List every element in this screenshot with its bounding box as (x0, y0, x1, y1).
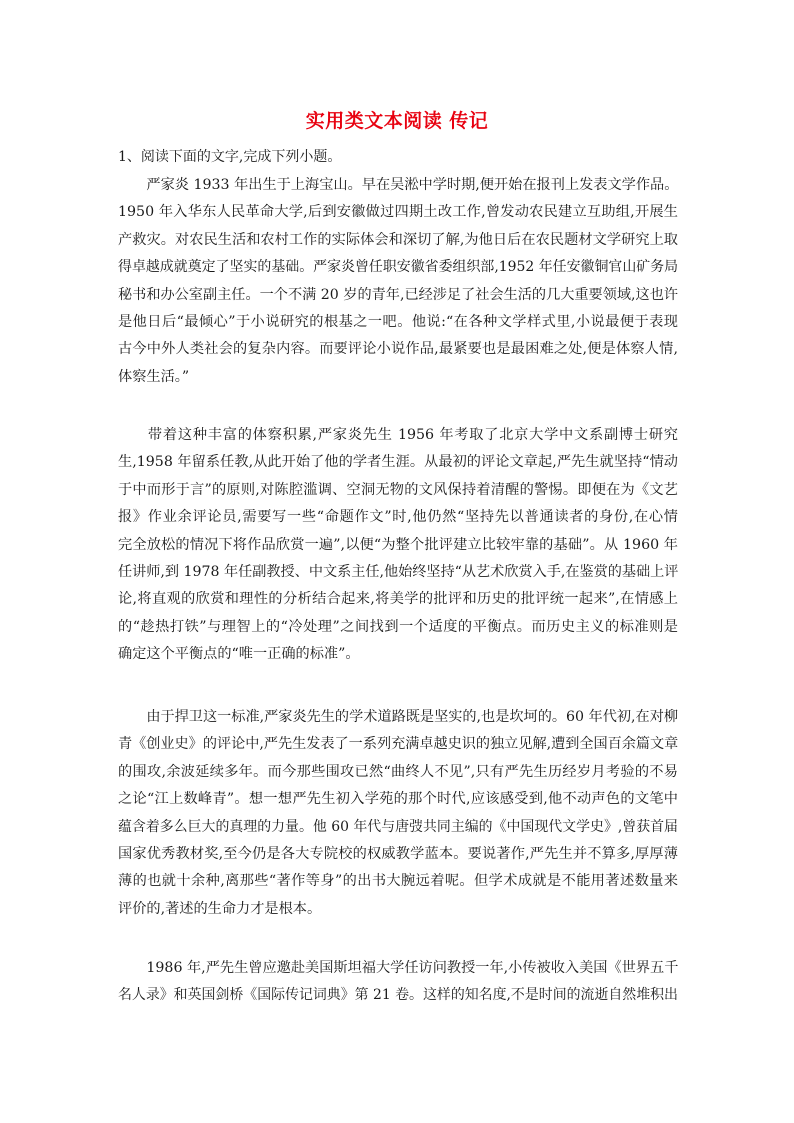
text-line: 青《创业史》的评论中,严先生发表了一系列充满卓越史识的独立见解,遭到全国百余篇文章 (118, 736, 679, 753)
text-line: 的“趁热打铁”与理智上的“冷处理”之间找到一个适度的平衡点。而历史主义的标准则是 (118, 618, 678, 635)
question-instruction: 1、阅读下面的文字,完成下列小题。 (118, 149, 342, 165)
paragraph-4 (118, 955, 678, 1010)
text-line: 确定这个平衡点的“唯一正确的标准”。 (118, 646, 360, 663)
text-line: 的围攻,余波延续多年。而今那些围攻已然“曲终人不见”,只有严先生历经岁月考验的不易 (118, 763, 678, 780)
text-line: 1986 年,严先生曾应邀赴美国斯坦福大学任访问教授一年,小传被收入美国《世界五千 (118, 960, 679, 976)
text-line: 薄的也就十余种,离那些“著作等身”的出书大腕远着呢。但学术成就是不能用著述数量来 (118, 873, 678, 890)
page-title: 实用类文本阅读 传记 (305, 110, 489, 132)
text-line: 带着这种丰富的体察积累,严家炎先生 1956 年考取了北京大学中文系副博士研究 (118, 427, 678, 443)
text-line: 论,将直观的欣赏和理性的分析结合起来,将美学的批评和历史的批评统一起来”,在情感上 (118, 591, 678, 608)
paragraph-2 (118, 422, 678, 669)
text-line: 由于捍卫这一标准,严家炎先生的学术道路既是坚实的,也是坎坷的。60 年代初,在对柳 (118, 709, 679, 725)
text-line: 任讲师,到 1978 年任副教授、中文系主任,他始终坚持“从艺术欣赏入手,在鉴赏的基础上评 (118, 563, 679, 580)
text-line: 严家炎 1933 年出生于上海宝山。早在吴淞中学时期,便开始在报刊上发表文学作品。 (118, 177, 679, 193)
paragraph-1 (118, 172, 678, 391)
text-line: 古今中外人类社会的复杂内容。而要评论小说作品,最紧要也是最困难之处,便是体察人情, (118, 341, 678, 358)
text-line: 国家优秀教材奖,至今仍是各大专院校的权威教学蓝本。要说著作,严先生并不算多,厚厚薄 (118, 845, 678, 862)
text-line: 名人录》和英国剑桥《国际传记词典》第 21 卷。这样的知名度,不是时间的流逝自然堆积出 (118, 987, 678, 1004)
text-line: 得卓越成就奠定了坚实的基础。严家炎曾任职安徽省委组织部,1952 年任安徽铜官山矿务局 (118, 259, 679, 276)
text-line: 秘书和办公室副主任。一个不满 20 岁的青年,已经涉足了社会生活的几大重要领域,这也许 (118, 286, 679, 303)
text-line: 报》作业余评论员,需要写一些“命题作文”时,他仍然“坚持先以普通读者的身份,在心情 (118, 509, 678, 526)
text-line: 体察生活。” (118, 368, 190, 385)
text-line: 之论“江上数峰青”。想一想严先生初入学苑的那个时代,应该感受到,他不动声色的文笔中 (118, 791, 678, 808)
text-line: 生,1958 年留系任教,从此开始了他的学者生涯。从最初的评论文章起,严先生就坚持“情动 (118, 454, 678, 471)
text-line: 1950 年入华东人民革命大学,后到安徽做过四期土改工作,曾发动农民建立互助组,开展生 (118, 204, 678, 221)
text-line: 产救灾。对农民生活和农村工作的实际体会和深切了解,为他日后在农民题材文学研究上取 (118, 231, 678, 248)
text-line: 完全放松的情况下将作品欣赏一遍”,以便“为整个批评建立比较牢靠的基础”。从 1960 年 (118, 536, 678, 553)
text-line: 蕴含着多么巨大的真理的力量。他 60 年代与唐弢共同主编的《中国现代文学史》,曾获首届 (118, 818, 678, 835)
text-line: 是他日后“最倾心”于小说研究的根基之一吧。他说:“在各种文学样式里,小说最便于表现 (118, 313, 678, 330)
text-line: 于中而形于言”的原则,对陈腔滥调、空洞无物的文风保持着清醒的警惕。即便在为《文艺 (118, 481, 678, 498)
paragraph-3 (118, 704, 678, 923)
text-line: 评价的,著述的生命力才是根本。 (118, 900, 322, 917)
